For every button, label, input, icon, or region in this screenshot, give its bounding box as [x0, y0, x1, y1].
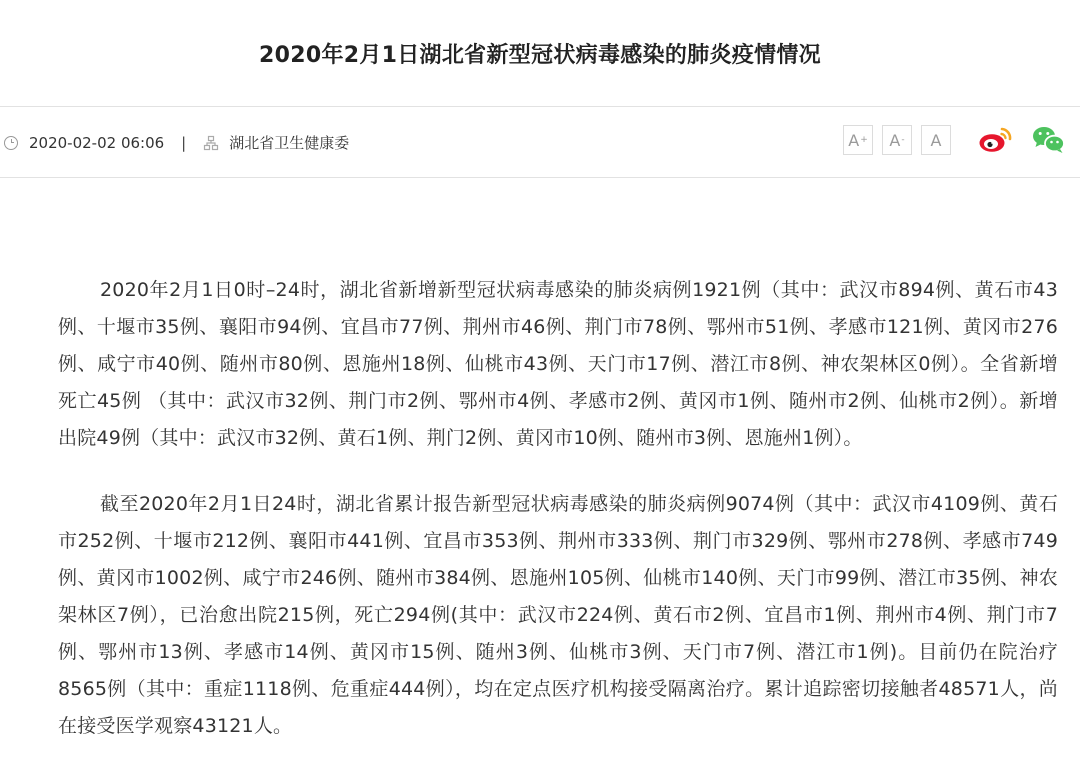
- article-source[interactable]: 湖北省卫生健康委: [229, 134, 350, 152]
- font-increase-label: A: [848, 130, 860, 150]
- article-body: [0, 178, 1080, 745]
- publish-date: 2020-02-02 06:06: [29, 133, 165, 152]
- article-tools: [843, 125, 1066, 155]
- plus-icon: +: [860, 135, 868, 145]
- font-decrease-label: A: [889, 130, 901, 150]
- organization-icon: [203, 135, 219, 151]
- meta-bar: [0, 107, 1080, 178]
- wechat-icon[interactable]: [1032, 125, 1066, 155]
- font-increase-button[interactable]: [843, 125, 873, 155]
- article-title: 2020年2月1日湖北省新型冠状病毒感染的肺炎疫情情况: [259, 43, 821, 68]
- paragraph-cumulative-report: 截至2020年2月1日24时，湖北省累计报告新型冠状病毒感染的肺炎病例9074例（其中：武汉市4109例、黄石市252例、十堰市212例、襄阳市441例、宜昌市353例、荆州市333例、荆门市329例、鄂州市278例、孝感市749例、黄冈市1002例、咸宁市246例、随州市384例、恩施州105例、仙桃市140例、天门市99例、潜江市35例、神农架林区7例），已治愈出院215例，死亡294例(其中：武汉市224例、黄石市2例、宜昌市1例、荆州市4例、荆门市7例、鄂州市13例、孝感市14例、黄冈市15例、随州3例、仙桃市3例、天门市7例、潜江市1例)。目前仍在院治疗8565例（其中：重症1118例、危重症444例），均在定点医疗机构接受隔离治疗。累计追踪密切接触者48571人，尚在接受医学观察43121人。: [58, 493, 1058, 737]
- title-section: [0, 0, 1080, 107]
- paragraph-daily-report: 2020年2月1日0时–24时，湖北省新增新型冠状病毒感染的肺炎病例1921例（其中：武汉市894例、黄石市43例、十堰市35例、襄阳市94例、宜昌市77例、荆州市46例、荆门市78例、鄂州市51例、孝感市121例、黄冈市276例、咸宁市40例、随州市80例、恩施州18例、仙桃市43例、天门市17例、潜江市8例、神农架林区0例）。全省新增死亡45例 （其中：武汉市32例、荆门市2例、鄂州市4例、孝感市2例、黄冈市1例、随州市2例、仙桃市2例）。新增出院49例（其中：武汉市32例、黄石1例、荆门2例、黄冈市10例、随州市3例、恩施州1例）。: [58, 279, 1058, 449]
- minus-icon: -: [901, 135, 905, 145]
- weibo-icon[interactable]: [978, 125, 1014, 155]
- font-default-button[interactable]: [921, 125, 951, 155]
- font-decrease-button[interactable]: [882, 125, 912, 155]
- font-default-label: A: [930, 130, 942, 150]
- clock-icon: [4, 136, 18, 150]
- article-meta: [4, 132, 349, 153]
- meta-separator: |: [181, 133, 187, 152]
